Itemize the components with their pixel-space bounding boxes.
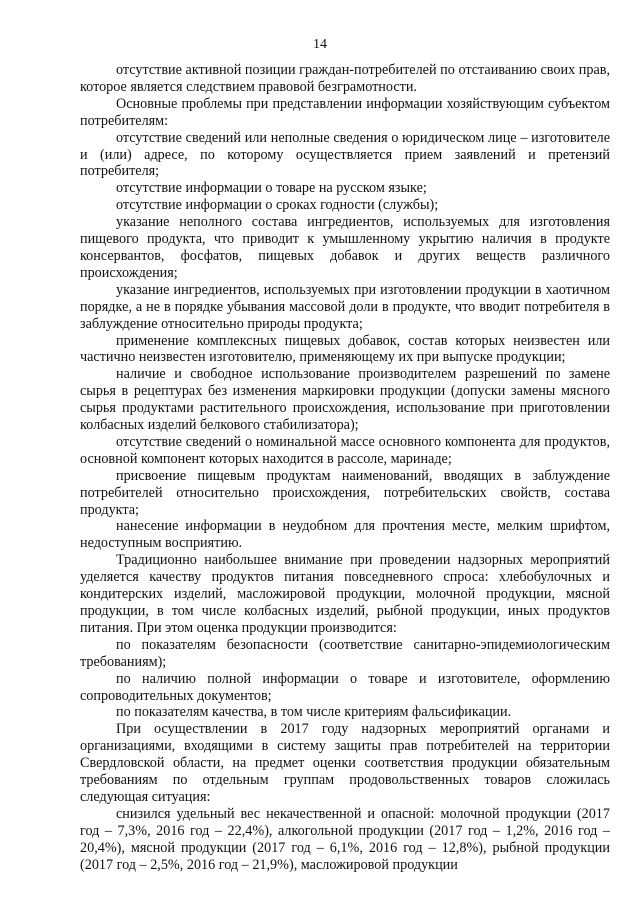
paragraph: отсутствие активной позиции граждан-потребителей по отстаиванию своих прав, которое является следствием правовой безграмотности. xyxy=(80,62,610,95)
paragraph: нанесение информации в неудобном для прочтения месте, мелким шрифтом, недоступным восприятию. xyxy=(80,518,610,552)
paragraph: При осуществлении в 2017 году надзорных мероприятий органами и организациями, входящими в систему защиты прав потребителей на территории Свердловской области, на предмет оценки соответствия продукции обязательным требованиям по отдельным группам продовольственных товаров сложилась следующая ситуация: xyxy=(80,721,610,805)
paragraph: отсутствие сведений или неполные сведения о юридическом лице – изготовителе и (или) адресе, по которому осуществляется прием заявлений и претензий потребителя; xyxy=(80,129,610,180)
page-number: 14 xyxy=(313,37,327,52)
paragraph: по наличию полной информации о товаре и изготовителе, оформлению сопроводительных документов; xyxy=(80,670,610,704)
paragraph: Традиционно наибольшее внимание при проведении надзорных мероприятий уделяется качеству продуктов питания повседневного спроса: хлебобулочных и кондитерских изделий, масложировой продукции, молочной продукции, мясной продукции, в том числе колбасных изделий, рыбной продукции, иных продуктов питания. При этом оценка продукции производится: xyxy=(80,552,610,636)
body-text xyxy=(80,62,610,874)
paragraph: отсутствие сведений о номинальной массе основного компонента для продуктов, основной компонент которых находится в рассоле, маринаде; xyxy=(80,433,610,467)
paragraph: отсутствие информации о сроках годности (службы); xyxy=(116,197,439,214)
paragraph: Основные проблемы при представлении информации хозяйствующим субъектом потребителям: xyxy=(80,95,610,129)
paragraph: отсутствие информации о товаре на русском языке; xyxy=(116,180,427,197)
paragraph: применение комплексных пищевых добавок, состав которых неизвестен или частично неизвестен изготовителю, применяющему их при выпуске продукции; xyxy=(80,332,610,366)
paragraph: наличие и свободное использование производителем разрешений по замене сырья в рецептурах без изменения маркировки продукции (допуски замены мясного сырья продуктами растительного происхождения, использование при приготовлении колбасных изделий белкового стабилизатора); xyxy=(80,366,610,434)
paragraph: указание ингредиентов, используемых при изготовлении продукции в хаотичном порядке, а не в порядке убывания массовой доли в продукте, что вводит потребителя в заблуждение относительно природы продукта; xyxy=(80,281,610,332)
paragraph: по показателям качества, в том числе критериям фальсификации. xyxy=(116,704,512,721)
paragraph: присвоение пищевым продуктам наименований, вводящих в заблуждение потребителей относительно происхождения, потребительских свойств, состава продукта; xyxy=(80,467,610,518)
paragraph: снизился удельный вес некачественной и опасной: молочной продукции (2017 год – 7,3%, 2016 год – 22,4%), алкогольной продукции (2017 год – 1,2%, 2016 год – 20,4%), мясной продукции (2017 год – 6,1%, 2016 год – 12,8%), рыбной продукции (2017 год – 2,5%, 2016 год – 21,9%), масложировой продукции xyxy=(80,805,610,873)
paragraph: по показателям безопасности (соответствие санитарно-эпидемиологическим требованиям); xyxy=(80,636,610,670)
paragraph: указание неполного состава ингредиентов, используемых для изготовления пищевого продукта, что приводит к умышленному укрытию наличия в продукте консервантов, фосфатов, пищевых добавок и других веществ различного происхождения; xyxy=(80,214,610,281)
